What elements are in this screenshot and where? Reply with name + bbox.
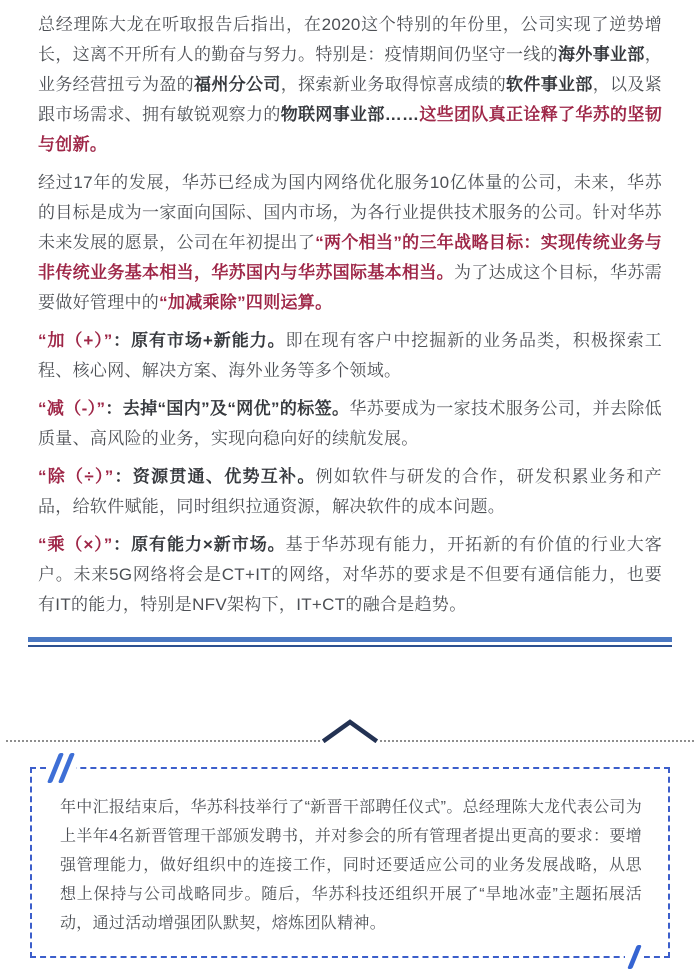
callout-box — [30, 767, 670, 958]
double-slash-icon — [46, 753, 76, 783]
slash-icon — [625, 945, 644, 969]
text-segment: 即在现有客户中挖掘新的业务品类，积极探索工程、核心网、解决方案、海外业务等多个领域。 — [38, 331, 662, 380]
text-segment: ，业务经营扭亏为盈的 — [38, 45, 663, 94]
dotted-line-right — [380, 740, 694, 742]
highlight-text: “两个相当”的三年战略目标：实现传统业务与非传统业务基本相当，华苏国内与华苏国际基本相当。 — [38, 233, 662, 282]
callout-text: 年中汇报结束后，华苏科技举行了“新晋干部聘任仪式”。总经理陈大龙代表公司为上半年4名新晋管理干部颁发聘书，并对参会的所有管理者提出更高的要求：要增强管理能力，做好组织中的连接工作，同时还要适应公司的业务发展战略，从思想上保持与公司战略同步。随后，华苏科技还组织开展了“旱地冰壶”主题拓展活动，通过活动增强团队默契，熔炼团队精神。 — [60, 799, 642, 932]
dotted-line-left — [6, 740, 320, 742]
fold-separator — [6, 719, 694, 743]
term-definition: ：去掉“国内”及“网优”的标签。 — [105, 399, 350, 418]
text-segment: 基于华苏现有能力，开拓新的有价值的行业大客户。未来5G网络将会是CT+IT的网络，对华苏的要求是不但要有通信能力，也要有IT的能力，特别是NFV架构下，IT+CT的融合是趋势。 — [38, 535, 662, 614]
divider-thin-line — [28, 645, 672, 647]
text-segment: ，探索新业务取得惊喜成绩的 — [280, 75, 507, 94]
text-segment: 为了达成这个目标，华苏需要做好管理中的 — [38, 263, 662, 312]
paragraph-strategy — [38, 168, 662, 318]
term-label: “乘（×）” — [38, 535, 113, 554]
text-segment: 福州分公司 — [194, 75, 281, 94]
text-segment: ，以及紧跟市场需求、拥有敏锐观察力的 — [38, 75, 663, 124]
text-segment: 华苏要成为一家技术服务公司，并去除低质量、高风险的业务，实现向稳向好的续航发展。 — [38, 399, 662, 448]
section-divider — [28, 637, 672, 647]
paragraph-subtract — [38, 394, 662, 454]
divider-thick-line — [28, 637, 672, 642]
text-segment: 总经理陈大龙在听取报告后指出，在2020这个特别的年份里，公司实现了逆势增长，这离不开所有人的勤奋与努力。特别是：疫情期间仍坚守一线的 — [38, 15, 662, 64]
term-label: “减（-）” — [38, 399, 106, 418]
text-segment: 例如软件与研发的合作，研发积累业务和产品，给软件赋能，同时组织拉通资源，解决软件的成本问题。 — [38, 467, 662, 516]
term-definition: ：原有能力×新市场。 — [112, 535, 286, 554]
paragraph-intro — [38, 10, 662, 160]
text-segment: 经过17年的发展，华苏已经成为国内网络优化服务10亿体量的公司，未来，华苏的目标是成为一家面向国际、国内市场，为各行业提供技术服务的公司。针对华苏未来发展的愿景，公司在年初提出了 — [38, 173, 662, 252]
text-segment: 海外事业部 — [558, 45, 645, 64]
paragraph-multiply — [38, 530, 662, 620]
term-definition: ：资源贯通、优势互补。 — [113, 467, 316, 486]
highlight-text: “加减乘除”四则运算。 — [159, 293, 333, 312]
term-label: “加（+）” — [38, 331, 113, 350]
paragraph-divide — [38, 462, 662, 522]
text-segment: 软件事业部 — [506, 75, 593, 94]
text-segment: 物联网事业部…… — [280, 105, 420, 124]
term-label: “除（÷）” — [38, 467, 114, 486]
chevron-up-icon — [322, 719, 378, 743]
paragraph-add — [38, 326, 662, 386]
highlight-text: 这些团队真正诠释了华苏的坚韧与创新。 — [38, 105, 663, 154]
term-definition: ：原有市场+新能力。 — [112, 331, 286, 350]
